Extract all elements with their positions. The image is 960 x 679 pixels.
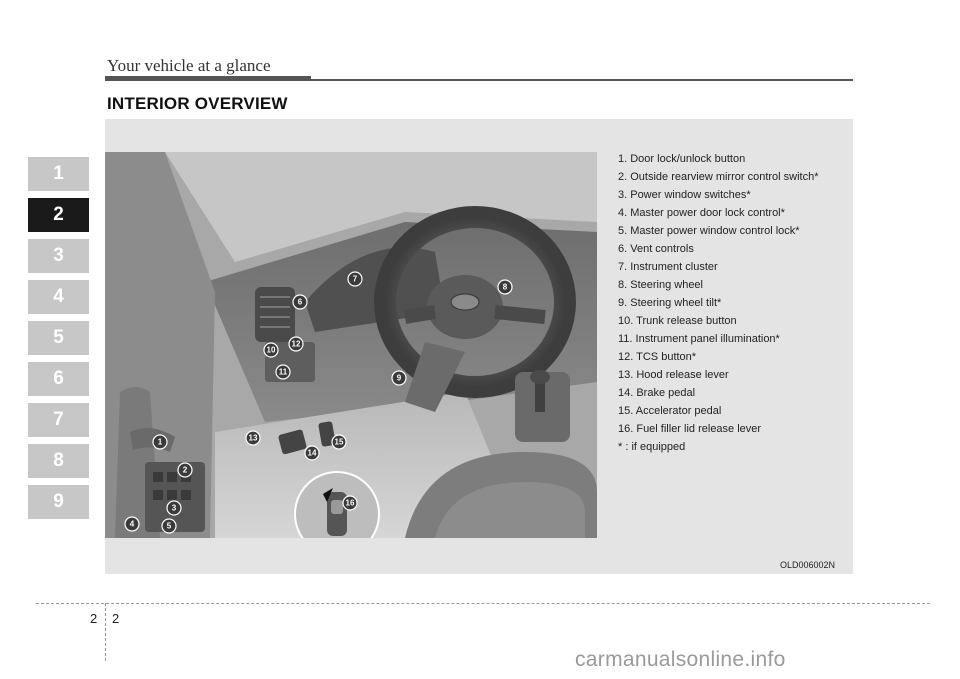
legend-item: 4. Master power door lock control* — [618, 207, 785, 219]
legend-item: 6. Vent controls — [618, 243, 694, 255]
svg-text:11: 11 — [278, 367, 288, 377]
footer-vertical-divider — [105, 603, 106, 661]
callout-13 — [246, 431, 260, 445]
svg-text:1: 1 — [157, 437, 163, 447]
legend-item: 13. Hood release lever — [618, 369, 729, 381]
legend-item: 10. Trunk release button — [618, 315, 737, 327]
header-rule-thin — [311, 79, 853, 81]
callout-9 — [392, 371, 406, 385]
callout-11 — [276, 365, 290, 379]
chapter-tab-1[interactable]: 1 — [28, 157, 89, 191]
svg-text:13: 13 — [248, 433, 258, 443]
chapter-tab-5[interactable]: 5 — [28, 321, 89, 355]
watermark: carmanualsonline.info — [575, 648, 786, 671]
svg-text:5: 5 — [166, 521, 172, 531]
svg-text:14: 14 — [307, 448, 317, 458]
callout-14 — [305, 446, 319, 460]
svg-text:8: 8 — [502, 282, 508, 292]
page-number: 2 — [112, 611, 120, 626]
header-title: Your vehicle at a glance — [107, 56, 271, 75]
callout-5 — [162, 519, 176, 533]
legend-item: 8. Steering wheel — [618, 279, 703, 291]
legend-item: 7. Instrument cluster — [618, 261, 718, 273]
callout-2 — [178, 463, 192, 477]
legend-item: 16. Fuel filler lid release lever — [618, 423, 762, 435]
chapter-tab-9[interactable]: 9 — [28, 485, 89, 519]
callout-6 — [293, 295, 307, 309]
svg-text:6: 6 — [297, 297, 303, 307]
callout-8 — [498, 280, 512, 294]
svg-text:3: 3 — [171, 503, 177, 513]
legend-footnote: * : if equipped — [618, 441, 686, 453]
svg-text:10: 10 — [266, 345, 276, 355]
legend-item: 2. Outside rearview mirror control switch* — [618, 171, 819, 183]
callout-10 — [264, 343, 278, 357]
chapter-tabs — [28, 157, 89, 526]
callout-16 — [343, 496, 357, 510]
callout-4 — [125, 517, 139, 531]
svg-text:9: 9 — [396, 373, 402, 383]
legend-item: 15. Accelerator pedal — [618, 405, 722, 417]
svg-text:15: 15 — [334, 437, 344, 447]
footer-divider — [36, 603, 930, 604]
chapter-tab-8[interactable]: 8 — [28, 444, 89, 478]
callout-7 — [348, 272, 362, 286]
header-rule-thick — [105, 76, 311, 81]
legend-item: 1. Door lock/unlock button — [618, 153, 746, 165]
chapter-tab-6[interactable]: 6 — [28, 362, 89, 396]
figure-code: OLD006002N — [780, 560, 836, 570]
callout-1 — [153, 435, 167, 449]
svg-text:4: 4 — [129, 519, 135, 529]
legend-item: 14. Brake pedal — [618, 387, 696, 399]
chapter-tab-4[interactable]: 4 — [28, 280, 89, 314]
svg-text:12: 12 — [291, 339, 301, 349]
section-title: INTERIOR OVERVIEW — [107, 94, 288, 113]
page-chapter-number: 2 — [90, 611, 98, 626]
svg-text:2: 2 — [182, 465, 188, 475]
legend-item: 5. Master power window control lock* — [618, 225, 800, 237]
callout-15 — [332, 435, 346, 449]
legend-item: 11. Instrument panel illumination* — [618, 333, 780, 345]
chapter-tab-3[interactable]: 3 — [28, 239, 89, 273]
legend-item: 9. Steering wheel tilt* — [618, 297, 722, 309]
interior-illustration — [105, 152, 597, 538]
svg-text:16: 16 — [345, 498, 355, 508]
callout-12 — [289, 337, 303, 351]
chapter-tab-7[interactable]: 7 — [28, 403, 89, 437]
legend-item: 3. Power window switches* — [618, 189, 751, 201]
callout-3 — [167, 501, 181, 515]
svg-text:7: 7 — [352, 274, 358, 284]
chapter-tab-2[interactable]: 2 — [28, 198, 89, 232]
legend-list — [618, 150, 850, 456]
legend-item: 12. TCS button* — [618, 351, 697, 363]
